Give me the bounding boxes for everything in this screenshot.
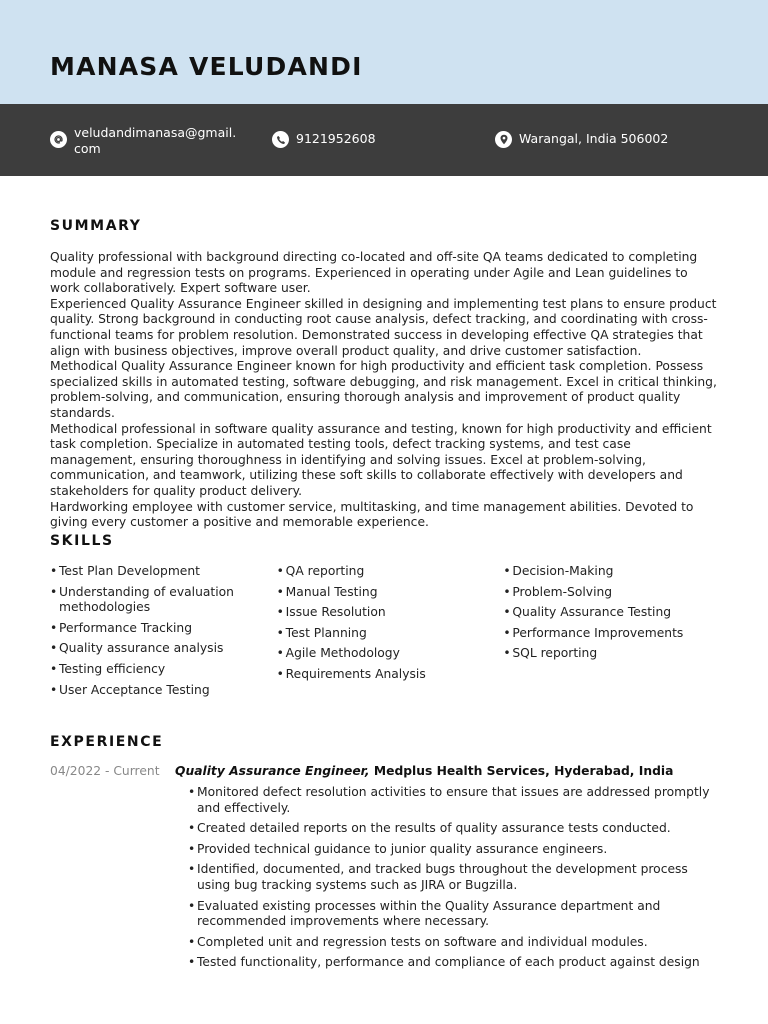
- job-bullet: • Monitored defect resolution activities to ensure that issues are addressed promptly and effectively.: [188, 785, 718, 816]
- skill-item: • Decision-Making: [503, 564, 730, 580]
- skill-item: • Testing efficiency: [50, 662, 277, 678]
- skill-item: • QA reporting: [277, 564, 504, 580]
- summary-heading: SUMMARY: [50, 218, 142, 234]
- summary-paragraph: Hardworking employee with customer service, multitasking, and time management abilities. Devoted to giving every customer a positive and memorable experience.: [50, 499, 694, 530]
- skill-item: • User Acceptance Testing: [50, 683, 277, 699]
- summary-text: [50, 250, 720, 531]
- skill-item: • Test Plan Development: [50, 564, 277, 580]
- job-bullet: • Evaluated existing processes within the Quality Assurance department and recommended improvements where necessary.: [188, 899, 718, 930]
- skill-item: • Requirements Analysis: [277, 667, 504, 683]
- skill-item: • Performance Tracking: [50, 621, 277, 637]
- job-bullet: • Provided technical guidance to junior quality assurance engineers.: [188, 842, 718, 858]
- candidate-name: MANASA VELUDANDI: [50, 52, 363, 81]
- skills-list: [50, 564, 730, 703]
- skill-item: • Performance Improvements: [503, 626, 730, 642]
- job-bullet: • Tested functionality, performance and compliance of each product against design: [188, 955, 718, 971]
- job-header: [175, 764, 673, 778]
- skills-column: [277, 564, 504, 703]
- contact-phone[interactable]: [272, 125, 376, 148]
- job-bullet: • Identified, documented, and tracked bugs throughout the development process using bug tracking systems such as JIRA or Bugzilla.: [188, 862, 718, 893]
- location-pin-icon: [495, 131, 512, 148]
- experience-heading: EXPERIENCE: [50, 734, 164, 750]
- summary-paragraph: Experienced Quality Assurance Engineer skilled in designing and implementing test plans to ensure product quality. Strong background in conducting root cause analysis, defect tracking, and coordinating with cross-functional teams for problem resolution. Demonstrated success in developing effective QA strategies that align with business objectives, improve overall product quality, and drive customer satisfaction.: [50, 296, 717, 358]
- phone-text: 9121952608: [296, 131, 376, 146]
- skill-item: • Issue Resolution: [277, 605, 504, 621]
- skill-item: • Quality Assurance Testing: [503, 605, 730, 621]
- summary-paragraph: Methodical Quality Assurance Engineer known for high productivity and efficient task completion. Possess specialized skills in automated testing, software debugging, and risk management. Excel in critical thinking, problem-solving, and communication, ensuring thorough analysis and improvement of product quality standards.: [50, 359, 717, 420]
- summary-paragraph: Quality professional with background directing co-located and off-site QA teams dedicated to completing module and regression tests on programs. Experienced in operating under Agile and Lean guidelines to work collaboratively. Expert software user.: [50, 250, 698, 296]
- job-role: Quality Assurance Engineer,: [175, 764, 370, 778]
- job-bullet: • Created detailed reports on the results of quality assurance tests conducted.: [188, 821, 718, 837]
- job-company: Medplus Health Services, Hyderabad, India: [373, 764, 674, 778]
- skill-item: • Manual Testing: [277, 585, 504, 601]
- contact-bar: [0, 104, 768, 176]
- phone-icon: [272, 131, 289, 148]
- location-text: Warangal, India 506002: [519, 131, 669, 146]
- skills-heading: SKILLS: [50, 533, 114, 549]
- skill-item: • Quality assurance analysis: [50, 641, 277, 657]
- job-bullet: • Completed unit and regression tests on software and individual modules.: [188, 935, 718, 951]
- email-text: veludandimanasa@gmail.com: [74, 125, 237, 156]
- contact-email[interactable]: [50, 125, 250, 157]
- at-icon: [50, 131, 67, 148]
- contact-location: [495, 125, 668, 148]
- skills-column: [503, 564, 730, 703]
- skill-item: • Test Planning: [277, 626, 504, 642]
- skill-item: • SQL reporting: [503, 646, 730, 662]
- summary-paragraph: Methodical professional in software quality assurance and testing, known for high productivity and efficient task completion. Specialize in automated testing tools, defect tracking systems, and test case management, ensuring thoroughness in identifying and solving issues. Excel at problem-solving, communication, and teamwork, utilizing these soft skills to collaborate effectively with developers and stakeholders for quality product delivery.: [50, 421, 712, 498]
- skill-item: • Problem-Solving: [503, 585, 730, 601]
- job-dates: 04/2022 - Current: [50, 764, 160, 778]
- skill-item: • Agile Methodology: [277, 646, 504, 662]
- job-bullets: [188, 785, 718, 976]
- skill-item: • Understanding of evaluation methodologies: [50, 585, 277, 616]
- skills-column: [50, 564, 277, 703]
